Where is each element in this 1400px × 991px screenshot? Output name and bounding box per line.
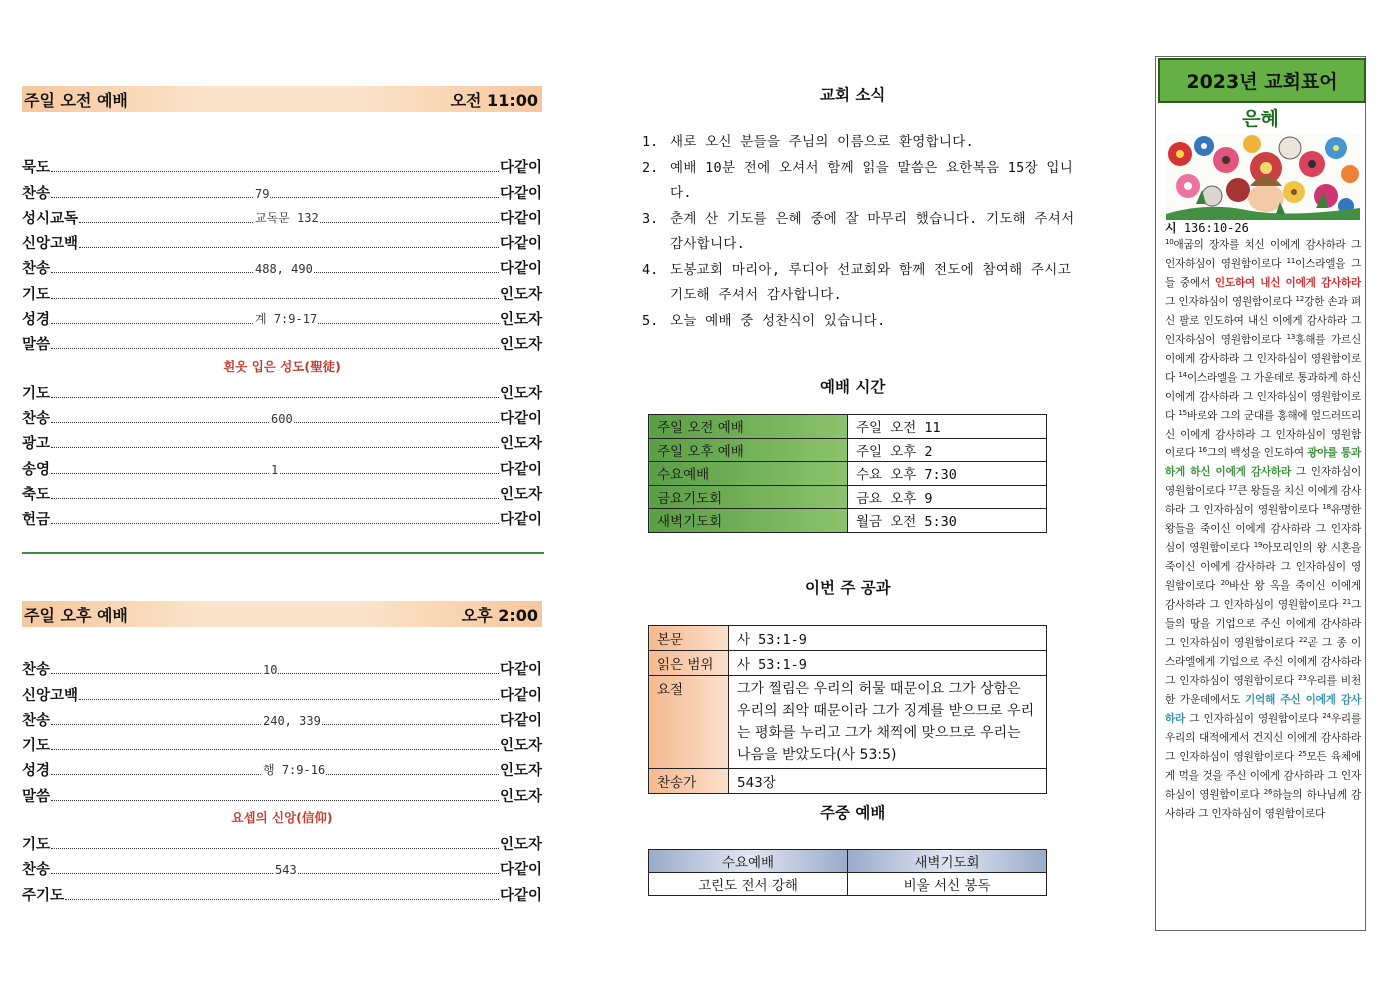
order-leader: 다같이 <box>499 461 542 478</box>
verse-number: 22 <box>1298 636 1308 645</box>
order-row <box>22 152 542 177</box>
schedule-label: 새벽기도회 <box>649 509 848 533</box>
verse-number: 24 <box>1322 711 1331 720</box>
verse-text: 그 인자하심이 영원함이로다 <box>1185 712 1323 725</box>
news-item <box>642 258 1092 309</box>
schedule-value: 수요 오후 7:30 <box>848 462 1047 486</box>
verse-number: 10 <box>1165 238 1174 246</box>
order-row <box>22 829 542 854</box>
order-item: 묵도 <box>22 160 51 177</box>
order-row <box>22 228 542 253</box>
dot-leader <box>51 397 499 398</box>
dot-leader <box>65 899 499 900</box>
dot-leader <box>79 699 499 700</box>
dot-leader <box>51 197 499 198</box>
verse-text: 우리를 비천한 가운데에서도 <box>1165 674 1362 706</box>
lesson-title: 이번 주 공과 <box>805 579 891 597</box>
lesson-row-reading <box>649 651 1047 676</box>
afternoon-order-part1 <box>22 654 542 806</box>
verse-text: 모든 육체에게 먹을 것을 주신 이에게 감사하라 그 인자하심이 영원함이로다 <box>1165 750 1362 801</box>
order-leader: 인도자 <box>499 312 542 329</box>
order-row <box>22 654 542 679</box>
dot-leader <box>51 800 499 801</box>
schedule-label: 주일 오후 예배 <box>649 438 848 462</box>
verse-text: 이스라엘을 그 가운데로 통과하게 하신 이에게 감사하라 그 인자하심이 영원함이로다 <box>1165 371 1361 422</box>
dot-leader <box>51 498 499 499</box>
schedule-row <box>649 438 1047 462</box>
order-item: 말씀 <box>22 337 51 354</box>
schedule-value: 월금 오전 5:30 <box>848 509 1047 533</box>
order-item: 광고 <box>22 436 51 453</box>
lesson-row-summary <box>649 676 1047 769</box>
verse-highlight: 기억해 주신 이에게 감사하라 <box>1165 693 1361 725</box>
order-leader: 다같이 <box>499 712 542 729</box>
dot-leader <box>51 523 499 524</box>
verse-number: 12 <box>1295 294 1305 303</box>
order-row <box>22 203 542 228</box>
order-row <box>22 177 542 202</box>
lesson-text-label: 본문 <box>649 626 729 651</box>
verse-number: 14 <box>1178 370 1187 379</box>
order-row <box>22 428 542 453</box>
order-row <box>22 453 542 478</box>
verse-number: 25 <box>1298 749 1307 758</box>
verse-text: 유명한 왕들을 죽이신 이에게 감사하라 그 인자하심이 영원함이로다 <box>1165 504 1361 555</box>
dot-leader <box>51 749 499 750</box>
order-leader: 인도자 <box>499 436 542 453</box>
order-item: 찬송 <box>22 662 51 679</box>
section-divider <box>22 552 544 554</box>
morning-order-part1 <box>22 152 542 354</box>
verse-number: 17 <box>1228 484 1238 493</box>
news-list <box>642 130 1092 334</box>
order-row <box>22 504 542 529</box>
lesson-hymn-label: 찬송가 <box>649 769 729 794</box>
order-leader: 인도자 <box>499 837 542 854</box>
schedule-row <box>649 415 1047 439</box>
order-row <box>22 854 542 879</box>
morning-order-part2 <box>22 377 542 529</box>
order-row <box>22 253 542 278</box>
verse-text: 큰 왕들을 치신 이에게 감사하라 그 인자하심이 영원함이로다 <box>1165 485 1361 517</box>
news-item <box>642 309 1092 335</box>
verse-text: 강한 손과 펴신 팔로 인도하여 내신 이에게 감사하라 그 인자하심이 영원함이로다 <box>1165 295 1361 346</box>
news-item-text: 춘계 산 기도를 은혜 중에 잘 마무리 했습니다. 기도해 주셔서 감사합니다. <box>670 210 1075 252</box>
verse-number: 20 <box>1220 579 1230 588</box>
order-item: 성시교독 <box>22 210 79 227</box>
order-item: 찬송 <box>22 712 51 729</box>
news-item-text: 새로 오신 분들을 주님의 이름으로 환영합니다. <box>670 134 975 150</box>
order-row <box>22 879 542 904</box>
order-leader: 인도자 <box>499 788 542 805</box>
order-note: 79 <box>255 186 270 201</box>
verse-number: 15 <box>1178 408 1187 417</box>
weekday-col1-header: 수요예배 <box>649 850 848 873</box>
schedule-value: 주일 오전 11 <box>848 415 1047 439</box>
order-note: 488, 490 <box>255 262 313 277</box>
order-leader: 인도자 <box>499 763 542 780</box>
order-row <box>22 278 542 303</box>
schedule-table <box>648 414 1047 533</box>
order-item: 찬송 <box>22 261 51 278</box>
order-item: 송영 <box>22 461 51 478</box>
weekday-value-row <box>649 873 1047 896</box>
afternoon-order-part2 <box>22 829 542 905</box>
verse-number: 16 <box>1198 446 1207 455</box>
schedule-row <box>649 509 1047 533</box>
verse-number: 11 <box>1286 256 1296 265</box>
news-item <box>642 207 1092 258</box>
order-row <box>22 780 542 805</box>
order-row <box>22 730 542 755</box>
verse-number: 23 <box>1298 673 1307 682</box>
order-row <box>22 679 542 704</box>
verse-text: 애굽의 장자를 치신 이에게 감사하라 그 인자하심이 영원함이로다 <box>1165 239 1361 270</box>
lesson-table <box>648 625 1047 794</box>
order-item: 주기도 <box>22 887 65 904</box>
afternoon-worship-title: 주일 오후 예배 <box>24 605 128 625</box>
order-item: 신앙고백 <box>22 236 79 253</box>
order-leader: 인도자 <box>499 738 542 755</box>
verse-text: 그의 백성을 인도하여 <box>1206 447 1308 460</box>
afternoon-order-list <box>22 654 542 905</box>
news-item-number: 3. <box>642 210 659 227</box>
schedule-title: 예배 시간 <box>820 378 886 396</box>
weekday-col1-value: 고린도 전서 강해 <box>649 873 848 896</box>
verse-number: 21 <box>1342 598 1351 607</box>
lesson-row-hymn <box>649 769 1047 794</box>
dot-leader <box>79 247 499 248</box>
news-item <box>642 130 1092 156</box>
flower-illustration <box>1166 134 1360 220</box>
order-leader: 다같이 <box>499 512 542 529</box>
order-leader: 인도자 <box>499 337 542 354</box>
news-title: 교회 소식 <box>820 86 886 104</box>
lesson-reading-value: 사 53:1-9 <box>729 651 1047 676</box>
order-leader: 다같이 <box>499 662 542 679</box>
order-leader: 인도자 <box>499 286 542 303</box>
order-row <box>22 329 542 354</box>
order-note: 543 <box>275 863 297 878</box>
verse-highlight: 광야를 통과하게 하신 이에게 감사하라 <box>1165 447 1361 479</box>
verse-text: 그들의 땅을 기업으로 주신 이에게 감사하라 그 인자하심이 영원함이로다 <box>1165 599 1361 650</box>
order-row <box>22 304 542 329</box>
lesson-reading-label: 읽은 범위 <box>649 651 729 676</box>
afternoon-worship-header <box>22 601 542 627</box>
order-item: 기도 <box>22 738 51 755</box>
verse-text: 그 인자하심이 영원함이로다 <box>1165 466 1361 498</box>
order-leader: 인도자 <box>499 385 542 402</box>
psalm-book: 시 <box>1165 221 1177 235</box>
verse-text: 아모리인의 왕 시혼을 죽이신 이에게 감사하라 그 인자하심이 영원함이로다 <box>1165 542 1362 593</box>
verse-number: 26 <box>1263 787 1273 796</box>
weekday-table <box>648 849 1047 896</box>
morning-sermon-title: 흰옷 입은 성도(聖徒) <box>223 358 341 374</box>
lesson-hymn-value: 543장 <box>729 769 1047 794</box>
news-item-number: 5. <box>642 312 659 329</box>
order-item: 성경 <box>22 312 51 329</box>
order-leader: 다같이 <box>499 261 542 278</box>
psalm-range: 136:10-26 <box>1183 221 1249 235</box>
order-leader: 다같이 <box>499 687 542 704</box>
afternoon-worship-time: 오후 2:00 <box>461 605 538 625</box>
news-item-number: 1. <box>642 134 659 150</box>
lesson-text-value: 사 53:1-9 <box>729 626 1047 651</box>
order-item: 기도 <box>22 837 51 854</box>
weekday-header-row <box>649 850 1047 873</box>
morning-worship-title: 주일 오전 예배 <box>24 90 128 110</box>
order-row <box>22 479 542 504</box>
news-item-number: 4. <box>642 261 659 278</box>
weekday-title: 주중 예배 <box>820 804 886 822</box>
motto-year-title: 2023년 교회표어 <box>1158 58 1366 103</box>
verse-text: 하늘의 하나님께 감사하라 그 인자하심이 영원함이로다 <box>1165 788 1362 820</box>
verse-highlight: 인도하여 내신 이에게 감사하라 <box>1214 276 1361 289</box>
schedule-value: 금요 오후 9 <box>848 485 1047 509</box>
order-leader: 다같이 <box>499 862 542 879</box>
order-item: 찬송 <box>22 410 51 427</box>
schedule-label: 금요기도회 <box>649 485 848 509</box>
schedule-label: 수요예배 <box>649 462 848 486</box>
schedule-row <box>649 462 1047 486</box>
lesson-summary-value: 그가 찔림은 우리의 허물 때문이요 그가 상함은 우리의 죄악 때문이라 그가 징계를 받으므로 우리는 평화를 누리고 그가 채찍에 맞으므로 우리는 나음을 받았도다(사 53:5) <box>729 676 1047 769</box>
order-note: 600 <box>271 411 293 426</box>
schedule-value: 주일 오후 2 <box>848 438 1047 462</box>
order-leader: 다같이 <box>499 160 542 177</box>
order-note: 교독문 132 <box>255 210 319 225</box>
order-note: 10 <box>263 663 278 678</box>
order-item: 성경 <box>22 763 51 780</box>
dot-leader <box>51 298 499 299</box>
order-item: 찬송 <box>22 185 51 202</box>
morning-order-list <box>22 152 542 529</box>
dot-leader <box>51 348 499 349</box>
motto-word: 은혜 <box>1242 108 1279 130</box>
order-item: 찬송 <box>22 862 51 879</box>
order-item: 기도 <box>22 286 51 303</box>
order-note: 1 <box>271 462 279 477</box>
verse-text: 이스라엘을 그들 중에서 <box>1165 257 1361 289</box>
order-leader: 인도자 <box>499 486 542 503</box>
order-row <box>22 377 542 402</box>
verse-text: 곧 그 종 이스라엘에게 기업으로 주신 이에게 감사하라 그 인자하심이 영원함이로다 <box>1165 637 1361 687</box>
schedule-row <box>649 485 1047 509</box>
order-leader: 다같이 <box>499 210 542 227</box>
weekday-col2-value: 비울 서신 봉독 <box>848 873 1047 896</box>
news-item-text: 오늘 예배 중 성찬식이 있습니다. <box>670 312 886 329</box>
psalm-reference <box>1165 219 1249 236</box>
order-item: 기도 <box>22 385 51 402</box>
order-item: 헌금 <box>22 512 51 529</box>
verse-text: 홍해를 가르신 이에게 감사하라 그 인자하심이 영원함이로다 <box>1165 333 1361 384</box>
order-row <box>22 705 542 730</box>
order-item: 신앙고백 <box>22 687 79 704</box>
order-note: 행 7:9-16 <box>263 763 326 778</box>
dot-leader <box>51 447 499 448</box>
morning-worship-time: 오전 11:00 <box>450 90 538 110</box>
order-item: 말씀 <box>22 788 51 805</box>
news-item-text: 예배 10분 전에 오셔서 함께 읽을 말씀은 요한복음 15장 입니다. <box>670 159 1074 201</box>
news-item <box>642 156 1092 207</box>
verse-number: 13 <box>1286 332 1296 341</box>
order-leader: 다같이 <box>499 185 542 202</box>
order-note: 240, 339 <box>263 713 321 728</box>
lesson-row-text <box>649 626 1047 651</box>
verse-text: 우리를 우리의 대적에게서 건지신 이에게 감사하라 그 인자하심이 영원함이로다 <box>1165 712 1361 763</box>
schedule-label: 주일 오전 예배 <box>649 415 848 439</box>
order-note: 계 7:9-17 <box>255 312 318 327</box>
lesson-summary-label: 요절 <box>649 676 729 769</box>
order-leader: 다같이 <box>499 410 542 427</box>
order-item: 축도 <box>22 486 51 503</box>
dot-leader <box>51 171 499 172</box>
afternoon-sermon-title: 요셉의 신앙(信仰) <box>231 810 333 826</box>
psalm-text <box>1165 236 1361 824</box>
news-item-text: 도봉교회 마리아, 루디아 선교회와 함께 전도에 참여해 주시고 기도해 주셔서 감사합니다. <box>670 261 1071 303</box>
order-row <box>22 755 542 780</box>
dot-leader <box>51 848 499 849</box>
weekday-col2-header: 새벽기도회 <box>848 850 1047 873</box>
verse-text: 바로와 그의 군대를 홍해에 엎드러뜨리신 이에게 감사하라 그 인자하심이 영원함이로다 <box>1165 409 1361 460</box>
verse-text: 그 인자하심이 영원함이로다 <box>1165 295 1296 308</box>
order-leader: 다같이 <box>499 236 542 253</box>
order-row <box>22 403 542 428</box>
verse-number: 18 <box>1322 503 1331 512</box>
morning-worship-header <box>22 86 542 112</box>
order-leader: 다같이 <box>499 887 542 904</box>
verse-text: 바산 왕 옥을 죽이신 이에게 감사하라 그 인자하심이 영원함이로다 <box>1165 580 1361 612</box>
news-item-number: 2. <box>642 159 659 176</box>
verse-number: 19 <box>1253 541 1263 550</box>
